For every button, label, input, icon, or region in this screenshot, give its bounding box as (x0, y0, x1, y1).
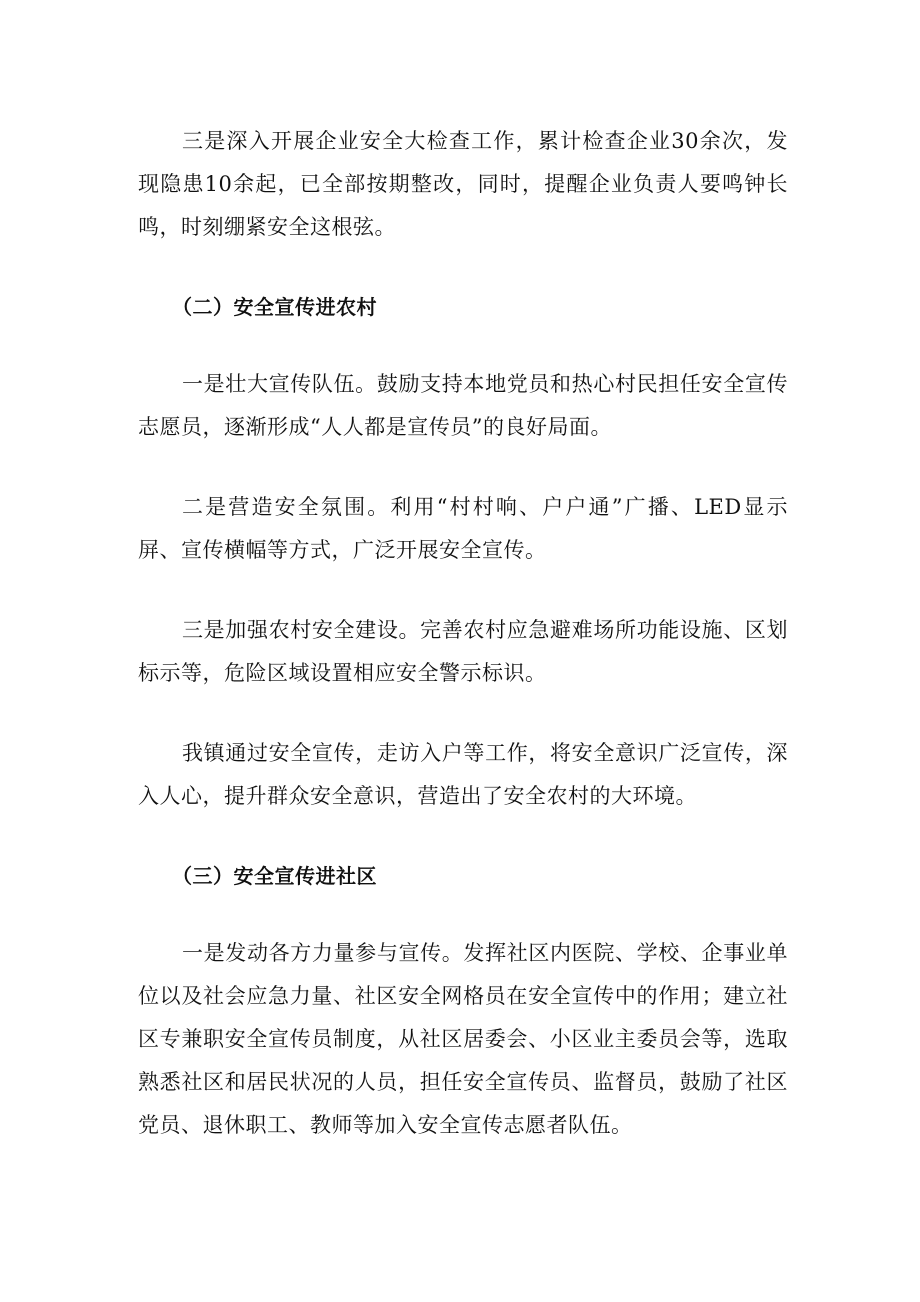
paragraph-rural-atmosphere: 二是营造安全氛围。利用“村村响、户户通”广播、LED显示屏、宣传横幅等方式，广泛开展安全宣传。 (138, 495, 788, 562)
paragraph-rural-summary: 我镇通过安全宣传，走访入户等工作，将安全意识广泛宣传，深入人心，提升群众安全意识，营造出了安全农村的大环境。 (138, 741, 788, 808)
section-heading-rural: （二）安全宣传进农村 (172, 295, 377, 319)
section-heading-community: （三）安全宣传进社区 (172, 864, 377, 888)
paragraph-community-mobilize: 一是发动各方力量参与宣传。发挥社区内医院、学校、企事业单位以及社会应急力量、社区安全网格员在安全宣传中的作用；建立社区专兼职安全宣传员制度，从社区居委会、小区业主委员会等，选取熟悉社区和居民状况的人员，担任安全宣传员、监督员，鼓励了社区党员、退休职工、教师等加入安全宣传志愿者队伍。 (138, 941, 788, 1137)
paragraph-rural-team: 一是壮大宣传队伍。鼓励支持本地党员和热心村民担任安全宣传志愿员，逐渐形成“人人都是宣传员”的良好局面。 (138, 372, 788, 439)
paragraph-rural-construction: 三是加强农村安全建设。完善农村应急避难场所功能设施、区划标示等，危险区域设置相应安全警示标识。 (138, 618, 788, 685)
paragraph-enterprise-inspection: 三是深入开展企业安全大检查工作，累计检查企业30余次，发现隐患10余起，已全部按期整改，同时，提醒企业负责人要鸣钟长鸣，时刻绷紧安全这根弦。 (138, 129, 788, 239)
document-body (138, 120, 788, 1184)
